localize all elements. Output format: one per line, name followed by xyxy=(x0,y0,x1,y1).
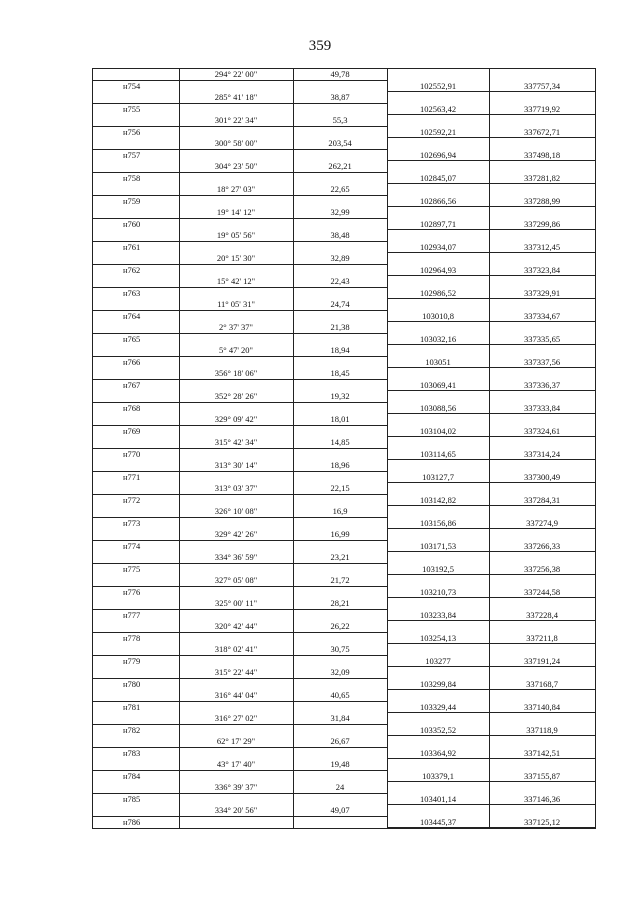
direction-angle: 2° 37' 37" xyxy=(219,322,253,332)
point-id: н776 xyxy=(123,586,141,597)
coord-x: 103088,56 xyxy=(419,402,457,413)
point-id: н785 xyxy=(123,793,141,804)
point-id: н759 xyxy=(123,195,141,206)
coord-y: 337288,99 xyxy=(523,195,561,206)
segment-row xyxy=(93,506,595,518)
coord-x: 103032,16 xyxy=(419,333,457,344)
segment-length: 18,01 xyxy=(330,414,350,424)
segment-length: 16,9 xyxy=(332,506,348,516)
segment-row xyxy=(93,552,595,564)
coord-y: 337312,45 xyxy=(523,241,561,252)
direction-angle: 318° 02' 41" xyxy=(214,644,258,654)
segment-length: 24 xyxy=(335,782,345,792)
point-row xyxy=(93,495,595,507)
segment-length: 49,78 xyxy=(330,69,350,79)
direction-angle: 15° 42' 12" xyxy=(216,276,256,286)
point-row xyxy=(93,334,595,346)
point-id: н767 xyxy=(123,379,141,390)
segment-row xyxy=(93,644,595,656)
point-row xyxy=(93,794,595,806)
coord-y: 337118,9 xyxy=(526,724,558,735)
coord-x: 103069,41 xyxy=(419,379,457,390)
coord-x: 103379,1 xyxy=(422,770,454,781)
segment-row xyxy=(93,621,595,633)
point-row xyxy=(93,702,595,714)
point-row xyxy=(93,472,595,484)
segment-length: 38,48 xyxy=(330,230,350,240)
point-row xyxy=(93,633,595,645)
point-id: н783 xyxy=(123,747,141,758)
segment-length: 24,74 xyxy=(330,299,350,309)
segment-row xyxy=(93,69,595,81)
point-id: н770 xyxy=(123,448,141,459)
coord-x: 102845,07 xyxy=(419,172,457,183)
direction-angle: 301° 22' 34" xyxy=(214,115,258,125)
point-id: н757 xyxy=(123,149,141,160)
coord-x: 102563,42 xyxy=(419,103,457,114)
row-rule xyxy=(387,827,595,828)
point-id: н778 xyxy=(123,632,141,643)
point-row xyxy=(93,265,595,277)
segment-row xyxy=(93,575,595,587)
coord-x: 103329,44 xyxy=(419,701,457,712)
segment-length: 30,75 xyxy=(330,644,350,654)
segment-length: 16,99 xyxy=(330,529,350,539)
segment-length: 14,85 xyxy=(330,437,350,447)
point-row xyxy=(93,748,595,760)
direction-angle: 300° 58' 00" xyxy=(214,138,258,148)
point-id: н779 xyxy=(123,655,141,666)
coord-x: 102934,07 xyxy=(419,241,457,252)
point-row xyxy=(93,81,595,93)
point-id: н769 xyxy=(123,425,141,436)
point-id: н760 xyxy=(123,218,141,229)
coord-y: 337337,56 xyxy=(523,356,561,367)
direction-angle: 336° 39' 37" xyxy=(214,782,258,792)
point-id: н772 xyxy=(123,494,141,505)
coord-y: 337211,8 xyxy=(526,632,558,643)
direction-angle: 285° 41' 18" xyxy=(214,92,258,102)
segment-length: 32,89 xyxy=(330,253,350,263)
segment-row xyxy=(93,483,595,495)
coord-y: 337281,82 xyxy=(523,172,561,183)
segment-row xyxy=(93,460,595,472)
coord-y: 337284,31 xyxy=(523,494,561,505)
segment-length: 18,96 xyxy=(330,460,350,470)
point-row xyxy=(93,403,595,415)
coord-y: 337256,38 xyxy=(523,563,561,574)
point-id: н763 xyxy=(123,287,141,298)
point-row xyxy=(93,518,595,530)
point-row xyxy=(93,196,595,208)
point-id: н781 xyxy=(123,701,141,712)
point-row xyxy=(93,587,595,599)
point-row xyxy=(93,725,595,737)
point-row xyxy=(93,449,595,461)
coord-y: 337191,24 xyxy=(523,655,561,666)
direction-angle: 313° 03' 37" xyxy=(214,483,258,493)
direction-angle: 19° 14' 12" xyxy=(216,207,256,217)
coord-x: 103445,37 xyxy=(419,816,457,827)
segment-row xyxy=(93,805,595,817)
coord-y: 337142,51 xyxy=(523,747,561,758)
direction-angle: 18° 27' 03" xyxy=(216,184,256,194)
direction-angle: 20° 15' 30" xyxy=(216,253,256,263)
segment-row xyxy=(93,345,595,357)
segment-row xyxy=(93,207,595,219)
coord-x: 103210,73 xyxy=(419,586,457,597)
point-row xyxy=(93,173,595,185)
segment-length: 19,32 xyxy=(330,391,350,401)
segment-length: 203,54 xyxy=(328,138,352,148)
point-id: н765 xyxy=(123,333,141,344)
coord-x: 103010,8 xyxy=(422,310,454,321)
coord-x: 103127,7 xyxy=(422,471,454,482)
coord-x: 103277 xyxy=(425,655,451,666)
segment-row xyxy=(93,414,595,426)
segment-row xyxy=(93,391,595,403)
segment-row xyxy=(93,736,595,748)
direction-angle: 62° 17' 29" xyxy=(216,736,256,746)
coord-x: 103192,5 xyxy=(422,563,454,574)
coord-x: 102866,56 xyxy=(419,195,457,206)
point-row xyxy=(93,541,595,553)
coord-x: 103352,52 xyxy=(419,724,457,735)
direction-angle: 19° 05' 56" xyxy=(216,230,256,240)
direction-angle: 356° 18' 06" xyxy=(214,368,258,378)
coord-y: 337334,67 xyxy=(523,310,561,321)
segment-row xyxy=(93,529,595,541)
point-row xyxy=(93,771,595,783)
coord-y: 337140,84 xyxy=(523,701,561,712)
segment-row xyxy=(93,437,595,449)
direction-angle: 326° 10' 08" xyxy=(214,506,258,516)
coord-x: 103051 xyxy=(425,356,451,367)
point-id: н761 xyxy=(123,241,141,252)
point-row xyxy=(93,656,595,668)
coord-y: 337299,86 xyxy=(523,218,561,229)
coord-x: 103254,13 xyxy=(419,632,457,643)
segment-row xyxy=(93,667,595,679)
segment-length: 26,67 xyxy=(330,736,350,746)
coord-y: 337324,61 xyxy=(523,425,561,436)
point-row xyxy=(93,357,595,369)
direction-angle: 11° 05' 31" xyxy=(217,299,255,309)
coord-x: 102897,71 xyxy=(419,218,457,229)
point-id: н754 xyxy=(123,80,141,91)
direction-angle: 316° 27' 02" xyxy=(214,713,258,723)
coord-x: 103114,65 xyxy=(420,448,456,459)
coord-y: 337498,18 xyxy=(523,149,561,160)
direction-angle: 313° 30' 14" xyxy=(214,460,258,470)
segment-row xyxy=(93,230,595,242)
coord-y: 337314,24 xyxy=(523,448,561,459)
direction-angle: 315° 42' 34" xyxy=(214,437,258,447)
segment-row xyxy=(93,690,595,702)
coord-x: 103364,92 xyxy=(419,747,457,758)
coord-x: 102592,21 xyxy=(419,126,457,137)
direction-angle: 352° 28' 26" xyxy=(214,391,258,401)
segment-row xyxy=(93,161,595,173)
segment-row xyxy=(93,713,595,725)
segment-row xyxy=(93,299,595,311)
point-row xyxy=(93,679,595,691)
segment-row xyxy=(93,184,595,196)
point-row xyxy=(93,817,595,829)
point-id: н775 xyxy=(123,563,141,574)
coordinates-table xyxy=(92,68,596,829)
direction-angle: 329° 42' 26" xyxy=(214,529,258,539)
segment-length: 22,65 xyxy=(330,184,350,194)
segment-length: 38,87 xyxy=(330,92,350,102)
segment-row xyxy=(93,322,595,334)
direction-angle: 320° 42' 44" xyxy=(214,621,258,631)
point-row xyxy=(93,564,595,576)
segment-length: 22,43 xyxy=(330,276,350,286)
coord-y: 337672,71 xyxy=(523,126,561,137)
point-row xyxy=(93,219,595,231)
segment-row xyxy=(93,138,595,150)
coord-x: 103171,53 xyxy=(419,540,457,551)
segment-length: 26,22 xyxy=(330,621,350,631)
segment-row xyxy=(93,782,595,794)
direction-angle: 325° 00' 11" xyxy=(214,598,258,608)
coord-x: 103299,84 xyxy=(419,678,457,689)
coord-y: 337329,91 xyxy=(523,287,561,298)
point-id: н758 xyxy=(123,172,141,183)
direction-angle: 334° 36' 59" xyxy=(214,552,258,562)
coord-x: 103233,84 xyxy=(419,609,457,620)
point-id: н782 xyxy=(123,724,141,735)
segment-length: 32,09 xyxy=(330,667,350,677)
point-id: н773 xyxy=(123,517,141,528)
segment-row xyxy=(93,276,595,288)
coord-y: 337266,33 xyxy=(523,540,561,551)
segment-length: 21,72 xyxy=(330,575,350,585)
coord-x: 103156,86 xyxy=(419,517,457,528)
segment-length: 49,07 xyxy=(330,805,350,815)
segment-row xyxy=(93,759,595,771)
coord-y: 337244,58 xyxy=(523,586,561,597)
segment-length: 18,94 xyxy=(330,345,350,355)
segment-length: 23,21 xyxy=(330,552,350,562)
coord-y: 337336,37 xyxy=(523,379,561,390)
point-id: н777 xyxy=(123,609,141,620)
coord-y: 337168,7 xyxy=(526,678,558,689)
coord-y: 337274,9 xyxy=(526,517,558,528)
segment-length: 22,15 xyxy=(330,483,350,493)
direction-angle: 294° 22' 00" xyxy=(214,69,258,79)
coord-x: 103401,14 xyxy=(419,793,457,804)
direction-angle: 304° 23' 50" xyxy=(214,161,258,171)
point-row xyxy=(93,104,595,116)
segment-length: 262,21 xyxy=(328,161,352,171)
direction-angle: 316° 44' 04" xyxy=(214,690,258,700)
point-row xyxy=(93,426,595,438)
coord-y: 337146,36 xyxy=(523,793,561,804)
segment-row xyxy=(93,253,595,265)
segment-length: 40,65 xyxy=(330,690,350,700)
point-row xyxy=(93,288,595,300)
direction-angle: 327° 05' 08" xyxy=(214,575,258,585)
direction-angle: 315° 22' 44" xyxy=(214,667,258,677)
coord-y: 337228,4 xyxy=(526,609,558,620)
segment-row xyxy=(93,368,595,380)
direction-angle: 334° 20' 56" xyxy=(214,805,258,815)
point-row xyxy=(93,311,595,323)
point-row xyxy=(93,242,595,254)
point-id: н764 xyxy=(123,310,141,321)
coord-y: 337300,49 xyxy=(523,471,561,482)
point-row xyxy=(93,127,595,139)
segment-row xyxy=(93,598,595,610)
point-id: н771 xyxy=(123,471,141,482)
coord-x: 102964,93 xyxy=(419,264,457,275)
point-id: н784 xyxy=(123,770,141,781)
page-number: 359 xyxy=(308,38,332,54)
coord-y: 337323,84 xyxy=(523,264,561,275)
coord-y: 337125,12 xyxy=(523,816,561,827)
segment-length: 21,38 xyxy=(330,322,350,332)
point-id: н755 xyxy=(123,103,141,114)
coord-x: 102696,94 xyxy=(419,149,457,160)
coord-x: 103142,82 xyxy=(419,494,457,505)
point-row xyxy=(93,150,595,162)
point-id: н756 xyxy=(123,126,141,137)
segment-length: 32,99 xyxy=(330,207,350,217)
point-row xyxy=(93,380,595,392)
coord-y: 337333,84 xyxy=(523,402,561,413)
segment-length: 18,45 xyxy=(330,368,350,378)
coord-y: 337335,65 xyxy=(523,333,561,344)
segment-row xyxy=(93,115,595,127)
coord-x: 103104,02 xyxy=(419,425,457,436)
point-row xyxy=(93,610,595,622)
segment-row xyxy=(93,92,595,104)
segment-length: 28,21 xyxy=(330,598,350,608)
point-id: н786 xyxy=(123,816,141,827)
point-id: н774 xyxy=(123,540,141,551)
direction-angle: 43° 17' 40" xyxy=(216,759,256,769)
point-id: н780 xyxy=(123,678,141,689)
direction-angle: 5° 47' 20" xyxy=(219,345,253,355)
segment-length: 55,3 xyxy=(332,115,348,125)
coord-x: 102552,91 xyxy=(419,80,457,91)
coord-y: 337719,92 xyxy=(523,103,561,114)
point-id: н762 xyxy=(123,264,141,275)
segment-length: 19,48 xyxy=(330,759,350,769)
point-id: н768 xyxy=(123,402,141,413)
coord-x: 102986,52 xyxy=(419,287,457,298)
coord-y: 337155,87 xyxy=(523,770,561,781)
point-id: н766 xyxy=(123,356,141,367)
coord-y: 337757,34 xyxy=(523,80,561,91)
table-body xyxy=(93,69,595,828)
segment-length: 31,84 xyxy=(330,713,350,723)
direction-angle: 329° 09' 42" xyxy=(214,414,258,424)
